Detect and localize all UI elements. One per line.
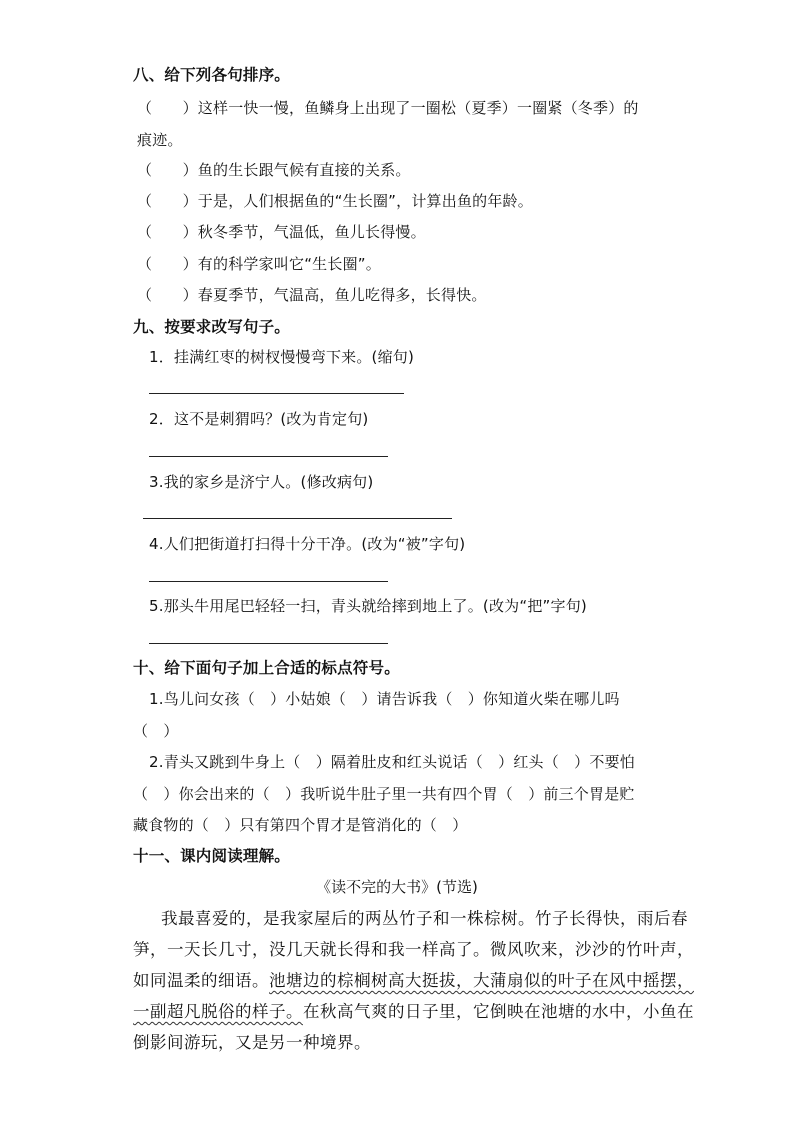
passage-line-2: 笋，一天长几寸，没几天就长得和我一样高了。微风吹来，沙沙的竹叶声， — [133, 940, 694, 959]
section-9-heading: 九、按要求改写句子。 — [133, 318, 291, 336]
punct-line-3: 2.青头又跳到牛身上（ ）隔着肚皮和红头说话（ ）红头（ ）不要怕 — [149, 753, 635, 771]
section-11-heading: 十一、课内阅读理解。 — [133, 847, 291, 865]
answer-line-5[interactable] — [149, 643, 388, 644]
passage-title: 《读不完的大书》(节选) — [316, 878, 478, 896]
passage-line-4-rest: 在秋高气爽的日子里，它倒映在池塘的水中，小鱼在 — [303, 1002, 694, 1021]
sort-item-4: （ ）秋冬季节，气温低，鱼儿长得慢。 — [137, 223, 426, 241]
punct-line-5: 藏食物的（ ）只有第四个胃才是管消化的（ ） — [133, 816, 468, 834]
punct-line-1: 1.鸟儿问女孩（ ）小姑娘（ ）请告诉我（ ）你知道火柴在哪儿吗 — [149, 690, 620, 708]
rewrite-item-3: 3.我的家乡是济宁人。(修改病句) — [149, 473, 374, 491]
sort-item-2: （ ）鱼的生长跟气候有直接的关系。 — [137, 161, 411, 179]
sort-item-1-cont: 痕迹。 — [137, 131, 183, 149]
answer-line-4[interactable] — [149, 581, 388, 582]
answer-line-2[interactable] — [149, 456, 388, 457]
sort-item-5: （ ）有的科学家叫它“生长圈”。 — [137, 255, 381, 273]
rewrite-item-1: 1．挂满红枣的树杈慢慢弯下来。(缩句) — [149, 348, 415, 366]
sort-item-3: （ ）于是，人们根据鱼的“生长圈”，计算出鱼的年龄。 — [137, 192, 533, 210]
answer-line-3[interactable] — [143, 518, 452, 519]
punct-line-4: （ ）你会出来的（ ）我听说牛肚子里一共有四个胃（ ）前三个胃是贮 — [133, 785, 635, 803]
passage-line-4 — [133, 1002, 694, 1022]
answer-line-1[interactable] — [149, 393, 404, 394]
passage-line-1: 我最喜爱的，是我家屋后的两丛竹子和一株棕树。竹子长得快，雨后春 — [161, 909, 688, 928]
sort-item-1: （ ）这样一快一慢，鱼鳞身上出现了一圈松（夏季）一圈紧（冬季）的 — [137, 99, 639, 117]
passage-line-5: 倒影间游玩，又是另一种境界。 — [133, 1033, 371, 1052]
rewrite-item-2: 2．这不是刺猬吗？(改为肯定句) — [149, 410, 369, 428]
wavy-underlined-sentence-part-1: 池塘边的棕榈树高大挺拔，大蒲扇似的叶子在风中摇摆， — [269, 971, 694, 990]
wavy-underlined-sentence-part-2: 一副超凡脱俗的样子。 — [133, 1002, 303, 1021]
section-8-heading: 八、给下列各句排序。 — [133, 66, 291, 84]
rewrite-item-4: 4.人们把街道打扫得十分干净。(改为“被”字句) — [149, 535, 466, 553]
rewrite-item-5: 5.那头牛用尾巴轻轻一扫，青头就给摔到地上了。(改为“把”字句) — [149, 597, 587, 615]
passage-line-3 — [133, 971, 694, 991]
punct-line-2: （ ） — [133, 722, 179, 740]
passage-line-3-start: 如同温柔的细语。 — [133, 971, 269, 990]
section-10-heading: 十、给下面句子加上合适的标点符号。 — [133, 659, 400, 677]
sort-item-6: （ ）春夏季节，气温高，鱼儿吃得多，长得快。 — [137, 286, 487, 304]
